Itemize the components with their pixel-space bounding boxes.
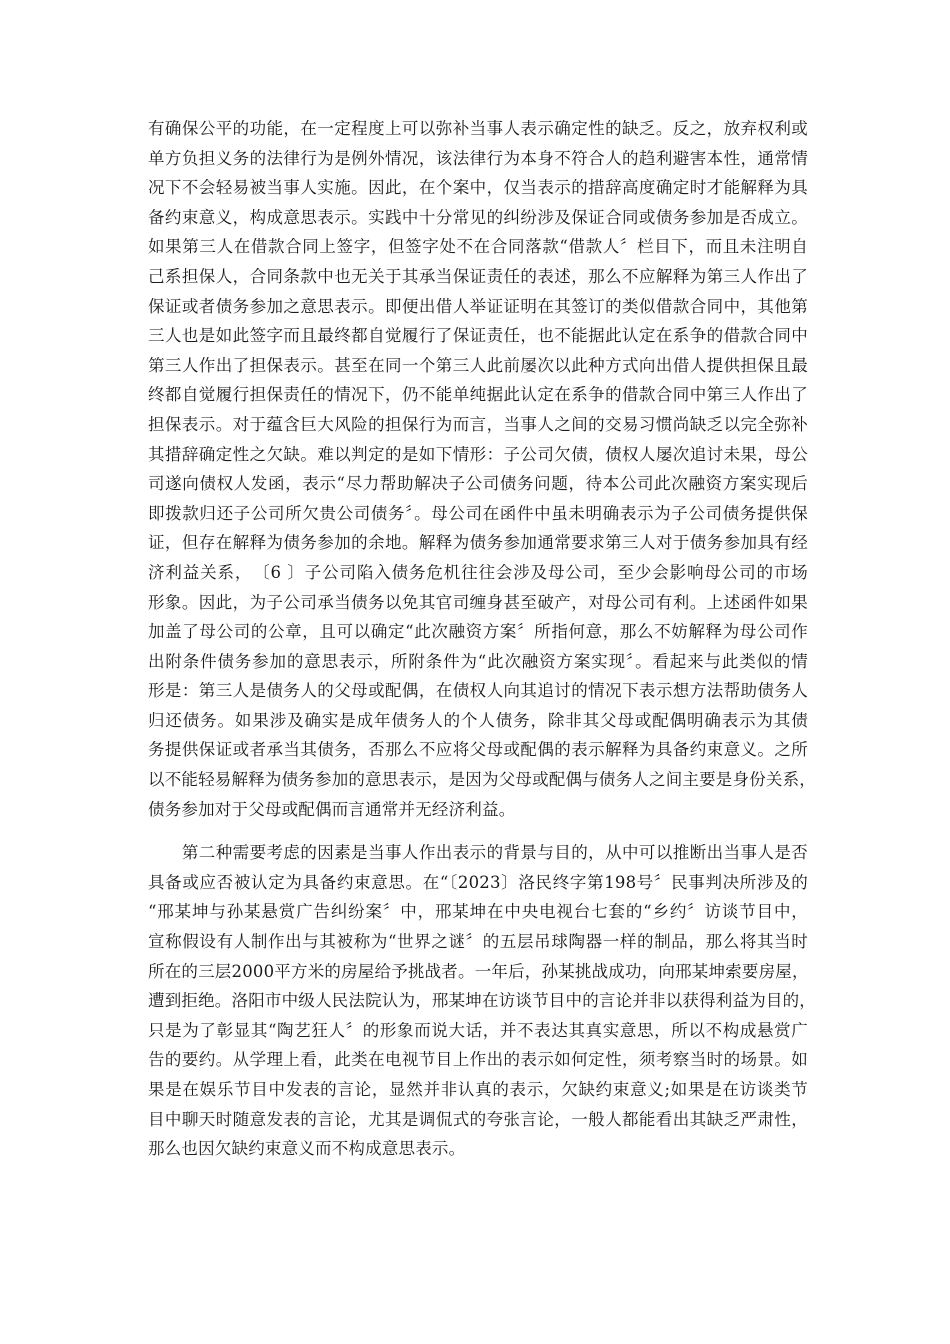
text-line: 加盖了母公司的公章，且可以确定“此次融资方案〞所指何意，那么不妨解释为母公司作: [148, 622, 808, 642]
text-line: 债务参加对于父母或配偶而言通常并无经济利益。: [148, 799, 516, 819]
text-line: 归还债务。如果涉及确实是成年债务人的个人债务，除非其父母或配偶明确表示为其债: [148, 710, 808, 730]
text-line: 以不能轻易解释为债务参加的意思表示，是因为父母或配偶与债务人之间主要是身份关系，: [148, 770, 816, 790]
text-line: “邢某坤与孙某悬赏广告纠纷案〞中，邢某坤在中央电视台七套的“乡约〞访谈节目中，: [148, 902, 808, 922]
text-line: 形象。因此，为子公司承当债务以免其官司缠身甚至破产，对母公司有利。上述函件如果: [148, 592, 808, 612]
text-line: 第二种需要考虑的因素是当事人作出表示的背景与目的，从中可以推断出当事人是否: [148, 843, 808, 863]
text-line: 目中聊天时随意发表的言论，尤其是调侃式的夸张言论，一般人都能看出其缺乏严肃性，: [148, 1109, 808, 1129]
text-line: 那么也因欠缺约束意义而不构成意思表示。: [148, 1139, 466, 1159]
text-line: 己系担保人，合同条款中也无关于其承当保证责任的表述，那么不应解释为第三人作出了: [148, 266, 808, 286]
text-line: 况下不会轻易被当事人实施。因此，在个案中，仅当表示的措辞高度确定时才能解释为具: [148, 178, 808, 198]
text-line: 保证或者债务参加之意思表示。即便出借人举证证明在其签订的类似借款合同中，其他第: [148, 296, 808, 316]
text-line: 遭到拒绝。洛阳市中级人民法院认为，邢某坤在访谈节目中的言论并非以获得利益为目的，: [148, 991, 816, 1011]
text-line: 如果第三人在借款合同上签字，但签字处不在合同落款“借款人〞栏目下，而且未注明自: [148, 237, 808, 257]
text-line: 有确保公平的功能，在一定程度上可以弥补当事人表示确定性的缺乏。反之，放弃权利或: [148, 119, 808, 138]
text-line: 务提供保证或者承当其债务，否那么不应将父母或配偶的表示解释为具备约束意义。之所: [148, 740, 808, 760]
paragraph-gap: [148, 824, 808, 838]
text-line: 三人也是如此签字而且最终都自觉履行了保证责任，也不能据此认定在系争的借款合同中: [148, 326, 808, 346]
text-line: 其措辞确定性之欠缺。难以判定的是如下情形：子公司欠债，债权人屡次追讨未果，母公: [148, 444, 808, 464]
text-line: 担保表示。对于蕴含巨大风险的担保行为而言，当事人之间的交易习惯尚缺乏以完全弥补: [148, 414, 808, 434]
text-line: 出附条件债务参加的意思表示，所附条件为“此次融资方案实现〞。看起来与此类似的情: [148, 651, 808, 671]
text-line: 宣称假设有人制作出与其被称为“世界之谜〞的五层吊球陶器一样的制品，那么将其当时: [148, 932, 808, 952]
text-line: 只是为了彰显其“陶艺狂人〞的形象而说大话，并不表达其真实意思，所以不构成悬赏广: [148, 1020, 808, 1040]
text-line: 单方负担义务的法律行为是例外情况，该法律行为本身不符合人的趋利避害本性，通常情: [148, 148, 808, 168]
paragraph-2: [148, 838, 816, 1164]
text-line: 司遂向债权人发函，表示“尽力帮助解决子公司债务问题，待本公司此次融资方案实现后: [148, 474, 808, 494]
text-line: 所在的三层2000平方米的房屋给予挑战者。一年后，孙某挑战成功，向邢某坤索要房屋，: [148, 961, 809, 981]
text-line: 终都自觉履行担保责任的情况下，仍不能单纯据此认定在系争的借款合同中第三人作出了: [148, 385, 808, 405]
text-line: 具备或应否被认定为具备约束意思。在“〔2023〕洛民终字第198号〞民事判决所涉及的: [148, 872, 808, 892]
text-line: 备约束意义，构成意思表示。实践中十分常见的纠纷涉及保证合同或债务参加是否成立。: [148, 207, 808, 227]
text-line: 济利益关系， 〔6 〕子公司陷入债务危机往往会涉及母公司，至少会影响母公司的市场: [148, 562, 808, 582]
text-line: 第三人作出了担保表示。甚至在同一个第三人此前屡次以此种方式向出借人提供担保且最: [148, 355, 808, 375]
paragraph-1: [148, 114, 816, 824]
text-line: 证，但存在解释为债务参加的余地。解释为债务参加通常要求第三人对于债务参加具有经: [148, 533, 808, 553]
document-body: [148, 114, 816, 1164]
text-line: 果是在娱乐节目中发表的言论，显然并非认真的表示，欠缺约束意义;如果是在访谈类节: [148, 1080, 808, 1099]
text-line: 形是：第三人是债务人的父母或配偶，在债权人向其追讨的情况下表示想方法帮助债务人: [148, 681, 808, 701]
text-line: 即拨款归还子公司所欠贵公司债务〞。母公司在函件中虽未明确表示为子公司债务提供保: [148, 503, 808, 523]
text-line: 告的要约。从学理上看，此类在电视节目上作出的表示如何定性，须考察当时的场景。如: [148, 1050, 808, 1070]
